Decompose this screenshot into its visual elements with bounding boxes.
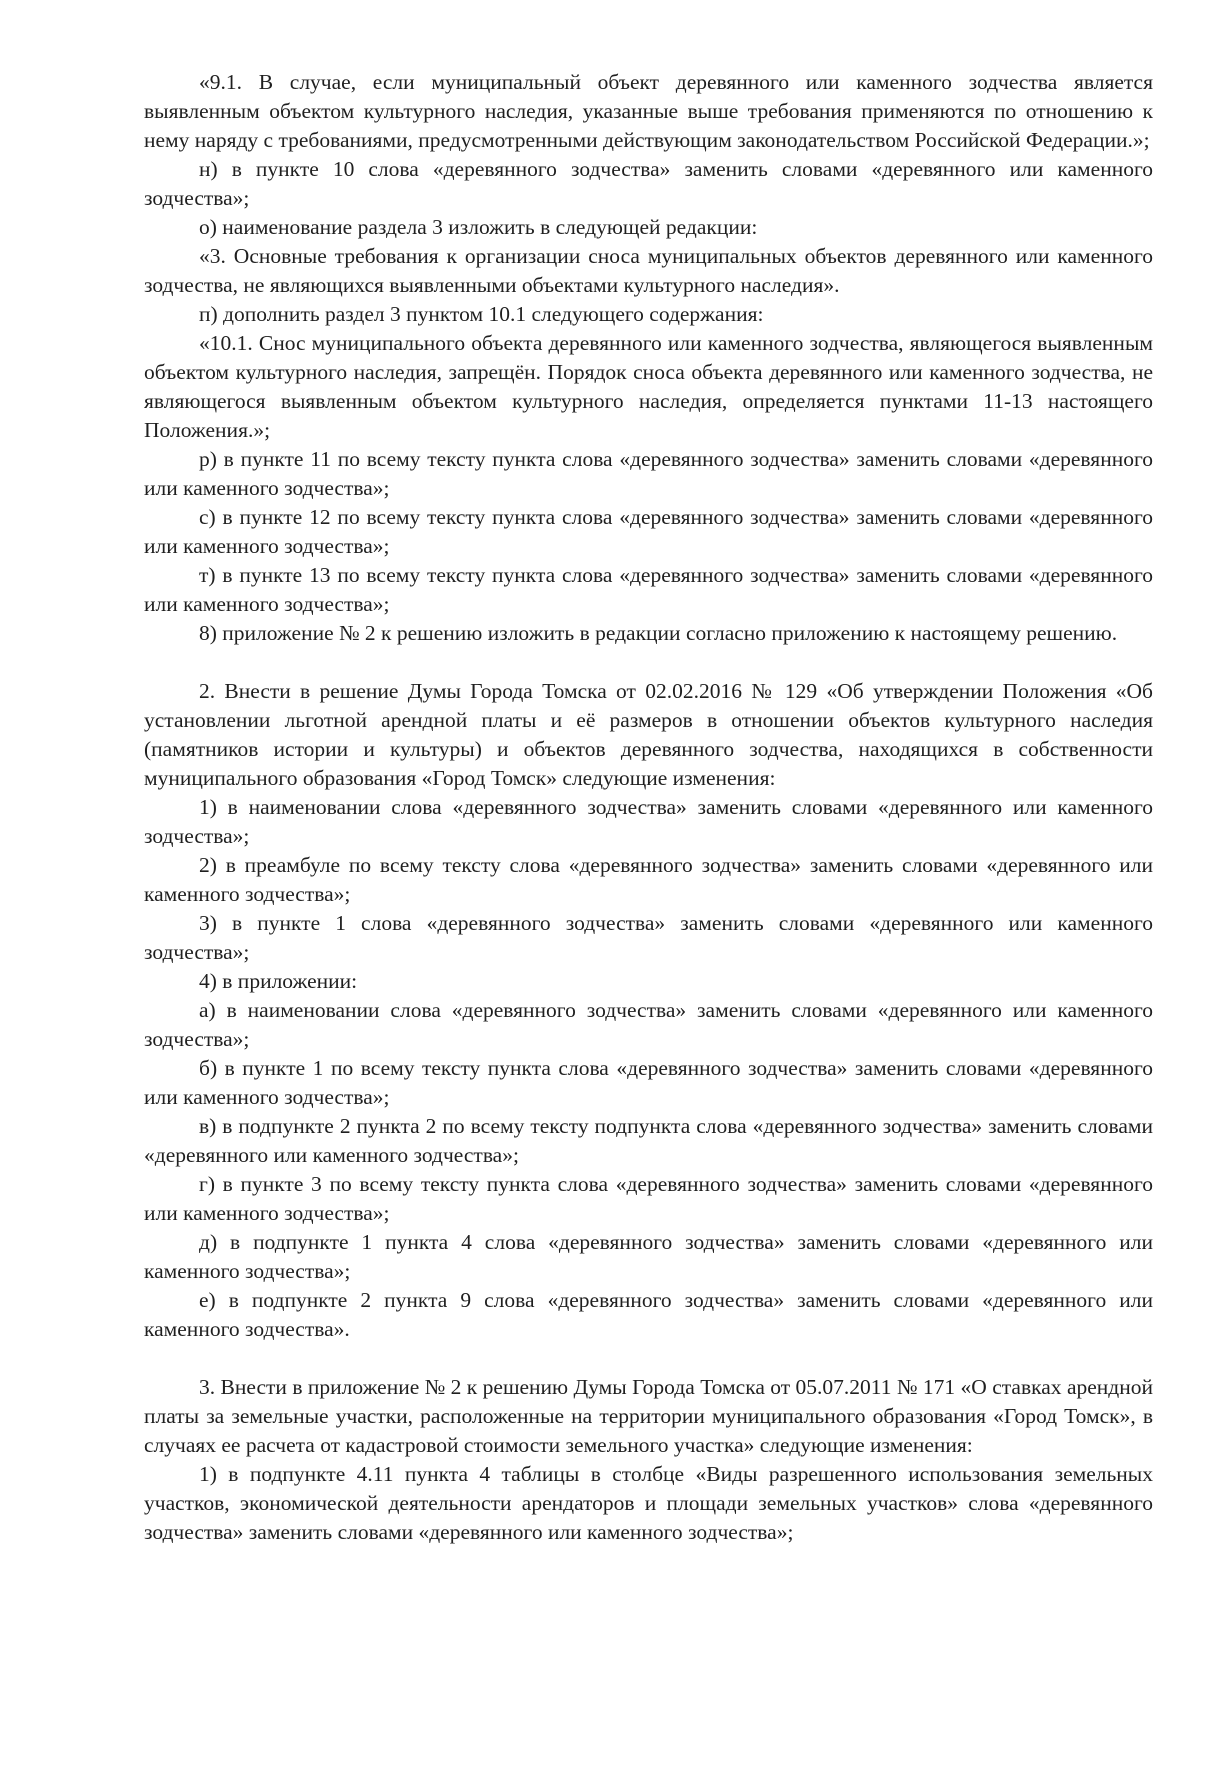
section-2-item-e: е) в подпункте 2 пункта 9 слова «деревянного зодчества» заменить словами «деревянного или каменного зодчества». <box>144 1288 1153 1341</box>
paragraph-o: о) наименование раздела 3 изложить в следующей редакции: <box>199 215 758 239</box>
section-2-intro: 2. Внести в решение Думы Города Томска от 02.02.2016 № 129 «Об утверждении Положения «Об установлении льготной арендной платы и её размеров в отношении объектов культурного наследия (памятников истории и культуры) и объектов деревянного зодчества, находящихся в собственности муниципального образования «Город Томск» следующие изменения: <box>144 679 1153 790</box>
paragraph-9-1: «9.1. В случае, если муниципальный объект деревянного или каменного зодчества является выявленным объектом культурного наследия, указанные выше требования применяются по отношению к нему наряду с требованиями, предусмотренными действующим законодательством Российской Федерации.»; <box>144 70 1153 152</box>
paragraph-s: с) в пункте 12 по всему тексту пункта слова «деревянного зодчества» заменить словами «деревянного или каменного зодчества»; <box>144 505 1153 558</box>
section-2-item-3: 3) в пункте 1 слова «деревянного зодчества» заменить словами «деревянного или каменного зодчества»; <box>144 911 1153 964</box>
paragraph-section-3-title: «3. Основные требования к организации сноса муниципальных объектов деревянного или каменного зодчества, не являющихся выявленными объектами культурного наследия». <box>144 244 1153 297</box>
document-page <box>144 68 1153 1547</box>
section-2-item-a: а) в наименовании слова «деревянного зодчества» заменить словами «деревянного или каменного зодчества»; <box>144 998 1153 1051</box>
section-3-intro: 3. Внести в приложение № 2 к решению Думы Города Томска от 05.07.2011 № 171 «О ставках арендной платы за земельные участки, расположенные на территории муниципального образования «Город Томск», в случаях ее расчета от кадастровой стоимости земельного участка» следующие изменения: <box>144 1375 1153 1457</box>
paragraph-n: н) в пункте 10 слова «деревянного зодчества» заменить словами «деревянного или каменного зодчества»; <box>144 157 1153 210</box>
section-2-item-v: в) в подпункте 2 пункта 2 по всему тексту подпункта слова «деревянного зодчества» заменить словами «деревянного или каменного зодчества»; <box>144 1114 1153 1167</box>
section-2-item-d: д) в подпункте 1 пункта 4 слова «деревянного зодчества» заменить словами «деревянного или каменного зодчества»; <box>144 1230 1153 1283</box>
paragraph-p: п) дополнить раздел 3 пунктом 10.1 следующего содержания: <box>199 302 764 326</box>
paragraph-8: 8) приложение № 2 к решению изложить в редакции согласно приложению к настоящему решению. <box>199 621 1118 645</box>
section-2-item-1: 1) в наименовании слова «деревянного зодчества» заменить словами «деревянного или каменного зодчества»; <box>144 795 1153 848</box>
section-3-item-1: 1) в подпункте 4.11 пункта 4 таблицы в столбце «Виды разрешенного использования земельных участков, экономической деятельности арендаторов и площади земельных участков» слова «деревянного зодчества» заменить словами «деревянного или каменного зодчества»; <box>144 1462 1153 1544</box>
section-2-item-g: г) в пункте 3 по всему тексту пункта слова «деревянного зодчества» заменить словами «деревянного или каменного зодчества»; <box>144 1172 1153 1225</box>
paragraph-t: т) в пункте 13 по всему тексту пункта слова «деревянного зодчества» заменить словами «деревянного или каменного зодчества»; <box>144 563 1153 616</box>
paragraph-10-1: «10.1. Снос муниципального объекта деревянного или каменного зодчества, являющегося выявленным объектом культурного наследия, запрещён. Порядок сноса объекта деревянного или каменного зодчества, не являющегося выявленным объектом культурного наследия, определяется пунктами 11-13 настоящего Положения.»; <box>144 331 1153 442</box>
section-2-item-b: б) в пункте 1 по всему тексту пункта слова «деревянного зодчества» заменить словами «деревянного или каменного зодчества»; <box>144 1056 1153 1109</box>
section-2-item-4: 4) в приложении: <box>199 969 358 993</box>
section-2-item-2: 2) в преамбуле по всему тексту слова «деревянного зодчества» заменить словами «деревянного или каменного зодчества»; <box>144 853 1153 906</box>
section-gap <box>144 648 1153 677</box>
paragraph-r: р) в пункте 11 по всему тексту пункта слова «деревянного зодчества» заменить словами «деревянного или каменного зодчества»; <box>144 447 1153 500</box>
section-gap <box>144 1344 1153 1373</box>
